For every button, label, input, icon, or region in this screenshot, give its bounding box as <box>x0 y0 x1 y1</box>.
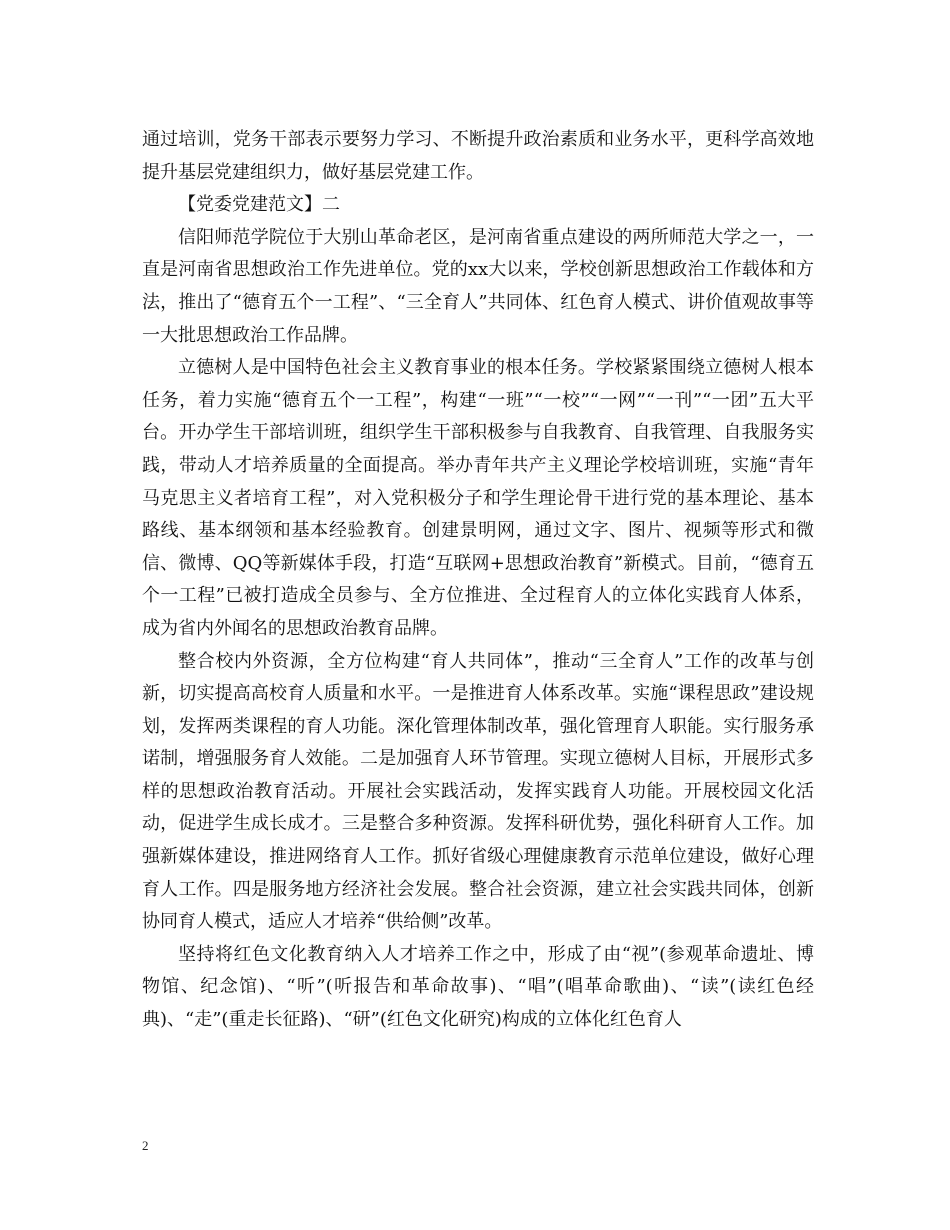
paragraph-2: 信阳师范学院位于大别山革命老区，是河南省重点建设的两所师范大学之一，一直是河南省思想政治工作先进单位。党的xx大以来，学校创新思想政治工作载体和方法，推出了“德育五个一工程”、“三全育人”共同体、红色育人模式、讲价值观故事等一大批思想政治工作品牌。 <box>142 226 814 346</box>
page-number: 2 <box>142 1138 149 1153</box>
paragraph-4: 整合校内外资源，全方位构建“育人共同体”，推动“三全育人”工作的改革与创新，切实提高高校育人质量和水平。一是推进育人体系改革。实施“课程思政”建设规划，发挥两类课程的育人功能。深化管理体制改革，强化管理育人职能。实行服务承诺制，增强服务育人效能。二是加强育人环节管理。实现立德树人目标，开展形式多样的思想政治教育活动。开展社会实践活动，发挥实践育人功能。开展校园文化活动，促进学生成长成才。三是整合多种资源。发挥科研优势，强化科研育人工作。加强新媒体建设，推进网络育人工作。抓好省级心理健康教育示范单位建设，做好心理育人工作。四是服务地方经济社会发展。整合社会资源，建立社会实践共同体，创新协同育人模式，适应人才培养“供给侧”改革。 <box>142 650 814 933</box>
paragraph-1: 通过培训，党务干部表示要努力学习、不断提升政治素质和业务水平，更科学高效地提升基层党建组织力，做好基层党建工作。 <box>142 129 814 183</box>
paragraph-3: 立德树人是中国特色社会主义教育事业的根本任务。学校紧紧围绕立德树人根本任务，着力实施“德育五个一工程”，构建“一班”“一校”“一网”“一刊”“一团”五大平台。开办学生干部培训班，组织学生干部积极参与自我教育、自我管理、自我服务实践，带动人才培养质量的全面提高。举办青年共产主义理论学校培训班，实施“青年马克思主义者培育工程”，对入党积极分子和学生理论骨干进行党的基本理论、基本路线、基本纲领和基本经验教育。创建景明网，通过文字、图片、视频等形式和微信、微博、QQ等新媒体手段，打造“互联网+思想政治教育”新模式。目前，“德育五个一工程”已被打造成全员参与、全方位推进、全过程育人的立体化实践育人体系，成为省内外闻名的思想政治教育品牌。 <box>142 357 814 639</box>
paragraph-5: 坚持将红色文化教育纳入人才培养工作之中，形成了由“视”(参观革命遗址、博物馆、纪念馆)、“听”(听报告和革命故事)、“唱”(唱革命歌曲)、“读”(读红色经典)、“走”(重走长征路)、“研”(红色文化研究)构成的立体化红色育人 <box>142 943 814 1031</box>
document-body <box>142 124 814 1037</box>
section-heading: 【党委党建范文】二 <box>178 194 340 216</box>
